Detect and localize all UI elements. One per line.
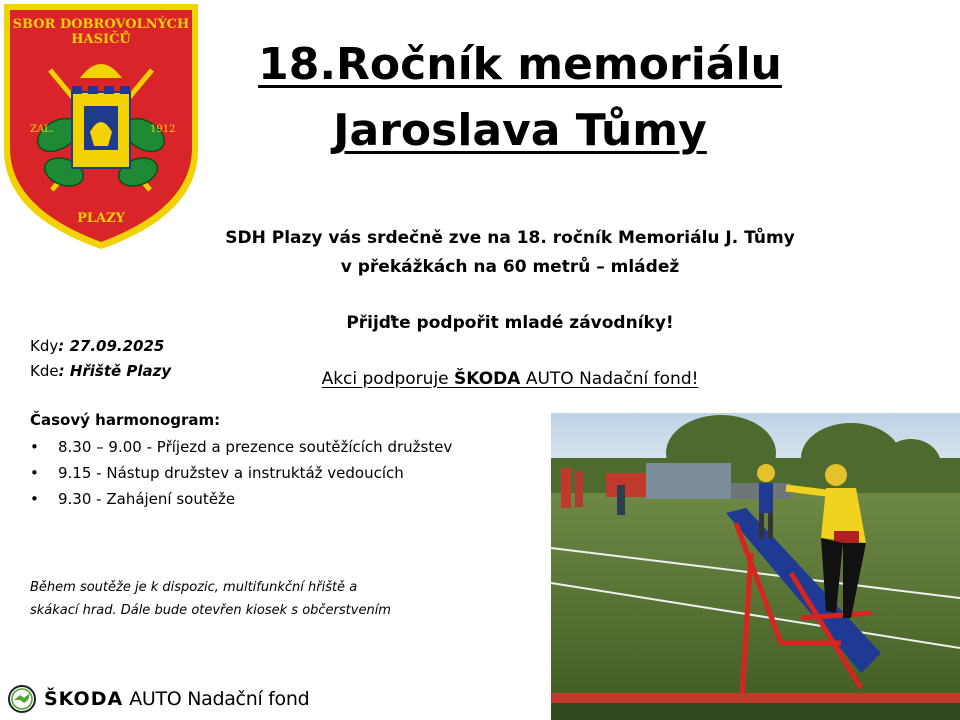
event-place (30, 362, 171, 380)
place-label: Kde (30, 362, 59, 380)
date-value: : 27.09.2025 (58, 337, 165, 355)
skoda-foundation-logo (8, 684, 309, 714)
skoda-rest: AUTO Nadační fond (129, 688, 310, 710)
skoda-arrow-icon (8, 685, 36, 713)
logo-top-text: SBOR DOBROVOLNÝCH (12, 17, 190, 32)
sponsor-brand: ŠKODA (454, 369, 521, 389)
schedule-item: • 8.30 – 9.00 - Příjezd a prezence soutěžících družstev (30, 434, 452, 460)
logo-top-text-2: HASIČŮ (71, 32, 131, 47)
skoda-logo-text (44, 688, 309, 710)
place-value: : Hřiště Plazy (58, 362, 172, 380)
skoda-brand: ŠKODA (44, 688, 124, 710)
note-line-2: skákací hrad. Dále bude otevřen kiosek s občerstvením (30, 603, 391, 618)
title-line-1: 18.Ročník memoriálu (258, 39, 782, 90)
page-title (210, 32, 830, 164)
logo-bottom-text: PLAZY (77, 211, 125, 226)
invitation-line-1: SDH Plazy vás srdečně zve na 18. ročník Memoriálu J. Tůmy (225, 228, 795, 248)
invitation-line-2: v překážkách na 60 metrů – mládež (340, 257, 680, 277)
sponsor-line (250, 369, 770, 389)
event-date (30, 337, 164, 355)
schedule-title: Časový harmonogram: (30, 411, 221, 429)
schedule-item: • 9.15 - Nástup družstev a instruktáž vedoucích (30, 460, 452, 486)
sdh-plazy-logo (0, 0, 202, 252)
logo-left-text: ZAL. (30, 124, 54, 135)
sponsor-suffix: AUTO Nadační fond! (520, 369, 699, 389)
event-note (30, 576, 470, 622)
support-call: Přijďte podpořit mladé závodníky! (346, 313, 674, 333)
logo-right-text: 1912 (150, 124, 176, 135)
schedule-item: • 9.30 - Zahájení soutěže (30, 486, 452, 512)
sponsor-prefix: Akci podporuje (321, 369, 455, 389)
note-line-1: Během soutěže je k dispozic, multifunkční hřiště a (30, 580, 358, 595)
title-line-2: Jaroslava Tůmy (333, 105, 707, 156)
invitation-text (200, 224, 820, 282)
date-label: Kdy (30, 337, 59, 355)
schedule-list (30, 434, 452, 512)
competition-photo (551, 413, 960, 720)
